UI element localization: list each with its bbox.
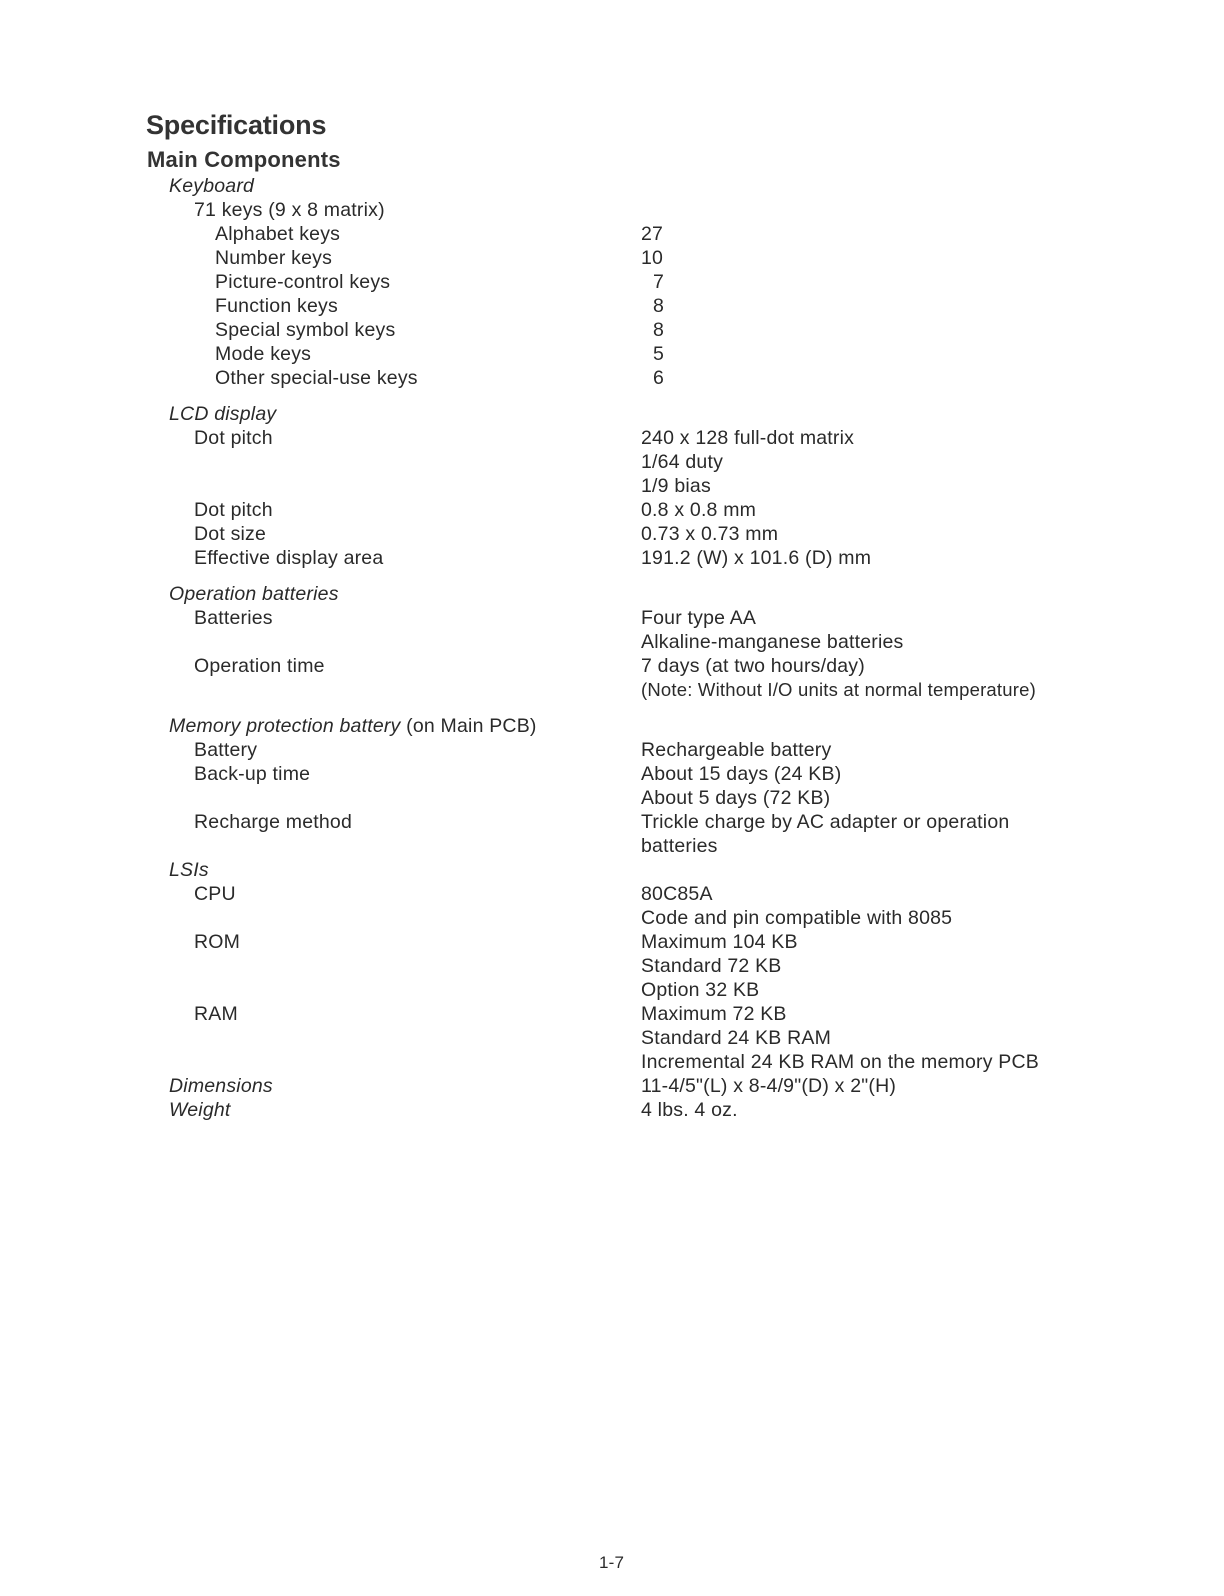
keyboard-heading: Keyboard	[169, 175, 255, 197]
spec-value: 7	[653, 271, 665, 293]
lsis-heading: LSIs	[169, 859, 209, 881]
spec-label: Effective display area	[194, 547, 384, 569]
spec-value: Rechargeable battery	[641, 739, 832, 761]
lcd-heading: LCD display	[169, 403, 277, 425]
spec-value: 10	[641, 247, 664, 269]
spec-value: 1/64 duty	[641, 451, 724, 473]
spec-label: CPU	[194, 883, 236, 905]
spec-label: Back-up time	[194, 763, 311, 785]
memory-heading-title: Memory protection battery	[169, 715, 401, 737]
spec-label: Batteries	[194, 607, 273, 629]
spec-label: Other special-use keys	[215, 367, 418, 389]
spec-value: 240 x 128 full-dot matrix	[641, 427, 855, 449]
section-title: Main Components	[147, 147, 341, 172]
spec-label: ROM	[194, 931, 241, 953]
spec-value: Maximum 104 KB	[641, 931, 798, 953]
page-title: Specifications	[146, 110, 327, 140]
spec-value: 27	[641, 223, 664, 245]
spec-label: Recharge method	[194, 811, 353, 833]
spec-value: Incremental 24 KB RAM on the memory PCB	[641, 1051, 1039, 1073]
page-number: 1-7	[599, 1553, 625, 1572]
spec-label: Dot pitch	[194, 427, 273, 449]
spec-value: Maximum 72 KB	[641, 1003, 787, 1025]
dimensions-value: 11-4/5"(L) x 8-4/9"(D) x 2"(H)	[641, 1075, 897, 1097]
spec-value: About 5 days (72 KB)	[641, 787, 831, 809]
spec-label: Dot size	[194, 523, 267, 545]
spec-value: 80C85A	[641, 883, 713, 905]
spec-label: Number keys	[215, 247, 333, 269]
spec-value: About 15 days (24 KB)	[641, 763, 842, 785]
spec-value: Standard 24 KB RAM	[641, 1027, 832, 1049]
memory-heading	[169, 714, 537, 738]
spec-label: Special symbol keys	[215, 319, 396, 341]
memory-heading-note: (on Main PCB)	[406, 715, 537, 737]
weight-label: Weight	[169, 1099, 231, 1121]
spec-label: Alphabet keys	[215, 223, 341, 245]
spec-value: 8	[653, 295, 665, 317]
spec-value: 0.73 x 0.73 mm	[641, 523, 779, 545]
spec-value: Four type AA	[641, 607, 757, 629]
spec-value: batteries	[641, 835, 718, 857]
spec-value: 0.8 x 0.8 mm	[641, 499, 757, 521]
spec-value: Option 32 KB	[641, 979, 760, 1001]
spec-note: (Note: Without I/O units at normal temperature)	[641, 679, 1036, 700]
spec-value: Code and pin compatible with 8085	[641, 907, 953, 929]
spec-label: RAM	[194, 1003, 238, 1025]
spec-label: Mode keys	[215, 343, 312, 365]
dimensions-label: Dimensions	[169, 1075, 273, 1097]
spec-value: Trickle charge by AC adapter or operation	[641, 811, 1010, 833]
spec-value: Standard 72 KB	[641, 955, 782, 977]
spec-value: 6	[653, 367, 665, 389]
spec-label: Function keys	[215, 295, 338, 317]
spec-value: Alkaline-manganese batteries	[641, 631, 904, 653]
spec-label: Operation time	[194, 655, 325, 677]
spec-label: Picture-control keys	[215, 271, 391, 293]
batteries-heading: Operation batteries	[169, 583, 339, 605]
spec-label: Battery	[194, 739, 258, 761]
spec-value: 191.2 (W) x 101.6 (D) mm	[641, 547, 872, 569]
spec-value: 7 days (at two hours/day)	[641, 655, 865, 677]
spec-value: 8	[653, 319, 665, 341]
keyboard-summary: 71 keys (9 x 8 matrix)	[194, 199, 385, 221]
spec-label: Dot pitch	[194, 499, 273, 521]
spec-value: 1/9 bias	[641, 475, 711, 497]
weight-value: 4 lbs. 4 oz.	[641, 1099, 738, 1121]
spec-value: 5	[653, 343, 665, 365]
